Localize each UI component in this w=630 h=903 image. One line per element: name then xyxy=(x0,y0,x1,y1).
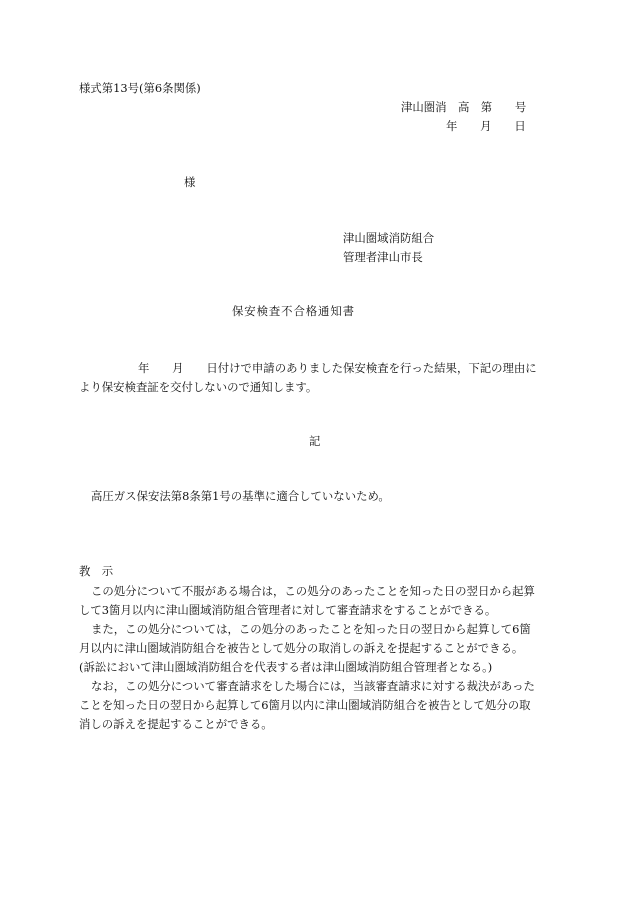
notice-line: 月以内に津山圏域消防組合を被告として処分の取消しの訴えを提起することができる。 xyxy=(79,641,524,655)
document-title: 保安検査不合格通知書 xyxy=(232,304,355,318)
notice-line: なお，この処分について審査請求をした場合には，当該審査請求に対する裁決があった xyxy=(91,679,535,693)
issuer-title: 管理者津山市長 xyxy=(343,250,423,264)
notice-line: ことを知った日の翌日から起算して6箇月以内に津山圏域消防組合を被告として処分の取 xyxy=(79,698,531,712)
document-number: 津山圏消 高 第 号 xyxy=(401,100,527,114)
form-number: 様式第13号(第6条関係) xyxy=(79,81,201,95)
notice-line: 消しの訴えを提起することができる。 xyxy=(79,717,273,731)
notice-line: この処分について不服がある場合は，この処分のあったことを知った日の翌日から起算 xyxy=(91,584,535,598)
ki-heading: 記 xyxy=(309,434,321,448)
document-date: 年 月 日 xyxy=(446,119,526,133)
body-paragraph-line: 年 月 日付けで申請のありました保安検査を行った結果，下記の理由に xyxy=(138,361,537,375)
issuer-organization: 津山圏域消防組合 xyxy=(343,231,435,245)
rejection-reason: 高圧ガス保安法第8条第1号の基準に適合していないため。 xyxy=(91,489,390,503)
recipient-honorific: 様 xyxy=(184,175,196,189)
notice-heading: 教 示 xyxy=(79,564,114,578)
body-paragraph-line: より保安検査証を交付しないので通知します。 xyxy=(79,380,318,394)
notice-line: して3箇月以内に津山圏域消防組合管理者に対して審査請求をすることができる。 xyxy=(79,603,497,617)
notice-line: また，この処分については，この処分のあったことを知った日の翌日から起算して6箇 xyxy=(91,622,531,636)
notice-line: (訴訟において津山圏域消防組合を代表する者は津山圏域消防組合管理者となる。) xyxy=(79,660,493,674)
